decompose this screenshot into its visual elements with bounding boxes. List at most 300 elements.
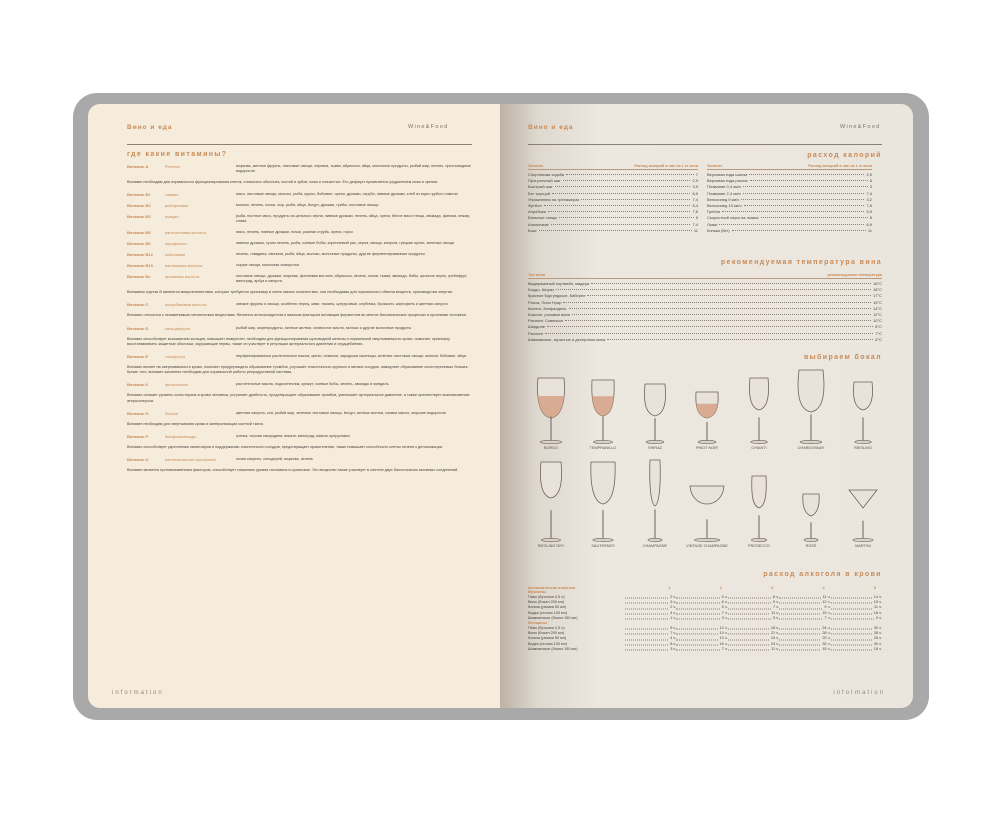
glass-item <box>577 372 629 450</box>
row-label: Бокс <box>528 227 537 233</box>
alcohol-row-label: Шампанское (бокал 150 мл) <box>528 646 578 651</box>
alcohol-value: 18 ч. <box>770 626 780 631</box>
vitamin-entry <box>127 274 472 284</box>
glasses-title: выбираем бокал <box>803 354 882 361</box>
vitamin-sources: листовые овощи, дрожжи, морковь, фолиевая кислота, абрикосы, печень, почки, тыква, авокадо, бобы, цельное зерно, грейпфрут, виноград, арбуз и капуста <box>236 274 468 284</box>
dot-leader <box>719 224 864 225</box>
vitamin-alias: пантотеновая кислота <box>165 230 207 236</box>
alcohol-value: 30 ч. <box>873 626 883 631</box>
dot-leader <box>569 308 872 309</box>
vitamin-name: Витамин В2 <box>127 203 151 209</box>
alcohol-value: 1 ч. <box>670 615 677 620</box>
vitamin-sources: нерафинированные растительные масла, орехи, семечки, зародыши пшеницы, зеленые листовые овощи, шпинат, бобовые, яйца <box>236 354 466 359</box>
vitamin-note: Витамины группы В являются микроэлементами, которые требуются организму в очень малых количествах, они необходимы для нормального обмена веществ, производства энергии. <box>127 290 453 295</box>
vitamin-alias: пангамовая кислота <box>165 263 203 269</box>
row-label: Рислинг, Совиньон <box>528 318 564 324</box>
temperature-table <box>528 273 882 343</box>
row-value: 10°C <box>873 318 882 324</box>
dot-leader <box>607 339 873 340</box>
alcohol-value: 18 ч. <box>873 610 883 615</box>
vitamin-note: Витамин снижает уровень холестерина в крови человека, устраняет дряблость, предотвращает образование тромбов, уменьшает артериальное давление, а также препятствует возникновению атеросклероза. <box>127 393 470 403</box>
row-value: 18°C <box>873 287 882 293</box>
glass-label: TEMPRANILLO <box>589 446 617 450</box>
alcohol-cell <box>676 647 727 652</box>
alcohol-value: 35 ч. <box>873 631 883 636</box>
wine-glass-icon <box>534 372 568 444</box>
dot-leader <box>566 174 694 175</box>
vitamin-name: Витамин С <box>127 302 149 308</box>
vitamin-name: Витамин Е <box>127 354 149 360</box>
dot-leader <box>539 230 692 231</box>
vitamin-name: Витамин Р <box>127 434 149 440</box>
vitamin-note: Витамин влияет на свертываемость крови, помогает предупреждать образование тромбов, улучшает эластичность крупных и мелких сосудов, замедляет образование холестериновых бляшек. Кроме того, витамин жизненно необходим для нормальной работы репродуктивной системы. <box>127 365 469 375</box>
vitamin-sources: мясо, печень, пивные дрожжи, почки, ржаная отрубь, орехи, горох <box>236 230 353 235</box>
alcohol-table-header: вес/количество алкоголя 1 2 3 4 5 <box>528 586 882 590</box>
row-label: Верховая езда шагом <box>707 172 748 177</box>
alcohol-column-head: 1 <box>668 586 671 590</box>
alcohol-value: 4 ч. <box>670 636 677 641</box>
glass-label: RIESLING DRY <box>537 544 565 548</box>
alcohol-row <box>528 616 882 621</box>
row-value: 6,4 <box>692 203 698 209</box>
glass-label: VINTAGE CHAMPAGNE <box>686 544 728 548</box>
dot-leader <box>749 174 864 175</box>
alcohol-value: 28 ч. <box>822 631 831 636</box>
alcohol-value: 7 ч. <box>773 605 780 610</box>
row-label: Футбол <box>528 203 542 209</box>
alcohol-value: 7 ч. <box>824 615 831 620</box>
row-value: 6°C <box>875 336 882 342</box>
vitamin-entry <box>127 241 472 246</box>
left-page <box>88 104 500 708</box>
vitamin-alias: биотин <box>165 410 178 416</box>
dot-leader <box>831 645 872 650</box>
dot-leader <box>676 614 719 619</box>
row-label: Упражнения на тренажерах <box>528 196 580 202</box>
vitamin-sources: растительные масла, подсолнечник, кунжут, соевые бобы, зелень, авокадо и миндаль <box>236 382 389 387</box>
alcohol-row-label: Пиво (бутылка 0,5 л) <box>528 595 565 599</box>
calories-table-left <box>528 164 698 234</box>
alcohol-column-head: 4 <box>822 586 825 590</box>
wine-glass-icon <box>536 458 566 542</box>
vitamin-name: Витамин В3 <box>127 214 151 220</box>
running-head: Вино и еда <box>127 124 173 131</box>
dot-leader <box>779 614 822 619</box>
row-value: 15°C <box>873 299 882 305</box>
vitamin-name: Витамин В5 <box>127 230 151 236</box>
alcohol-value: 9 ч. <box>773 600 780 605</box>
vitamin-list <box>127 164 472 480</box>
alcohol-value: 8 ч. <box>773 595 780 599</box>
running-head: Вино и еда <box>528 124 574 131</box>
dot-leader <box>744 205 865 206</box>
glass-label: MARTINI <box>855 544 871 548</box>
alcohol-value: 14 ч. <box>719 631 728 636</box>
dot-leader <box>544 205 691 206</box>
alcohol-value: 11 ч. <box>771 610 780 615</box>
row-label: Красное Бургундское, Каберне <box>528 293 586 299</box>
dot-leader <box>761 217 868 218</box>
row-label: Божоле, розовые вина <box>528 312 570 318</box>
dot-leader <box>559 217 694 218</box>
row-label: Быстрый шаг <box>528 184 553 190</box>
vitamin-note: Витамин является противоязвенным фактором, способствует снижению уровня гистамина в организме. Это вещество также участвует в синтезе двух биологически активных соединений. <box>127 468 459 473</box>
dot-leader <box>750 180 868 181</box>
vitamin-sources: молоко, печень, почки, сыр, рыба, яйца, йогурт, дрожжи, грибы, листовые овощи <box>236 203 379 208</box>
temperature-title: рекомендуемая температура вина <box>720 259 882 266</box>
glass-item <box>785 490 837 548</box>
alcohol-value: 24 ч. <box>822 626 831 631</box>
row-label: Велосипед 9 км/ч <box>707 196 740 202</box>
glass-item <box>785 366 837 450</box>
alcohol-value: 15 ч. <box>822 646 831 651</box>
calories-header-right: Занятие Расход калорий в час на 1 кг веса <box>707 164 872 168</box>
row-value: 17°C <box>873 293 882 299</box>
glass-item <box>681 482 733 548</box>
row-label: Коньки (бег) <box>707 227 730 233</box>
row-label: Велосипед 15 км/ч <box>707 203 742 209</box>
alcohol-value: 2 ч. <box>670 595 677 599</box>
dot-leader <box>728 645 769 650</box>
vitamin-entry <box>127 263 472 268</box>
row-value: 6 <box>869 178 872 184</box>
alcohol-row-label: Вино (бокал 200 мл) <box>528 600 565 605</box>
row-value: 6,9 <box>866 221 872 227</box>
row-value: 8 <box>869 215 872 221</box>
glass-item <box>629 376 681 450</box>
alcohol-column-head: 5 <box>873 586 877 590</box>
vitamin-note: Витамин необходим для нормального функционирования клеток, слизистых оболочек, костей и зубов, кожи и слизистых. Его дефицит проявляется ухудшением кожи и зрения. <box>127 180 439 184</box>
wine-glass-icon <box>746 374 772 444</box>
dot-leader <box>591 283 871 284</box>
vitamin-sources: кочан капусты, сельдерей, морковь, зелень <box>236 457 313 462</box>
dot-leader <box>545 333 873 334</box>
row-label: Гребля <box>707 209 720 215</box>
alcohol-table <box>528 586 882 652</box>
alcohol-cell <box>779 616 830 621</box>
row-value: 18°C <box>873 281 882 286</box>
vitamin-sources: рыбий жир, морепродукты, яичные желтки, сливочное масло, молоко и другие молочные продукты <box>236 325 412 330</box>
vitamin-entry <box>127 192 472 197</box>
alcohol-cell <box>625 647 676 652</box>
page-footer: information <box>112 690 164 696</box>
row-label: Кьянти, Зинфандель <box>528 305 567 311</box>
dot-leader <box>743 193 865 194</box>
row-value: 7,4 <box>692 221 698 227</box>
vitamin-name: Витамин Н <box>127 410 149 416</box>
dot-leader <box>581 199 690 200</box>
alcohol-group-name: Женщины <box>528 621 547 626</box>
alcohol-value: 5 ч. <box>721 595 728 599</box>
vitamin-name: Витамин В15 <box>127 263 153 269</box>
row-label: Верховая езда рысью <box>707 178 748 184</box>
alcohol-value: 20 ч. <box>822 636 831 641</box>
alcohol-value: 7 ч. <box>721 610 728 615</box>
alcohol-cell <box>676 616 727 621</box>
vitamin-name: Витамин U <box>127 457 149 463</box>
alcohol-value: 7 ч. <box>670 631 677 636</box>
vitamin-alias: метилметионин сульфоний <box>165 457 216 463</box>
alcohol-value: 2 ч. <box>670 605 677 610</box>
vitamin-entry <box>127 411 472 416</box>
alcohol-value: 8 ч. <box>670 641 677 646</box>
vitamin-entry <box>127 326 472 331</box>
wine-glass-icon <box>641 376 669 444</box>
vitamin-entry <box>127 230 472 235</box>
vitamin-name: Витамин Вс <box>127 274 151 280</box>
row-value: 12°C <box>873 312 882 318</box>
row-value: 7,4 <box>692 196 698 202</box>
glass-item <box>525 458 577 548</box>
row-value: 3,2 <box>866 196 872 202</box>
dot-leader <box>728 614 771 619</box>
calories-table-right <box>707 164 872 234</box>
wine-glass-icon <box>850 374 876 444</box>
alcohol-value: 16 ч. <box>719 641 728 646</box>
wine-glass-icon <box>644 456 666 542</box>
vitamin-name: Витамин А <box>127 164 149 169</box>
vitamin-sources: рыба, постное мясо, продукты из цельного зерна, пивные дрожжи, печень, яйца, орехи, белое мясо птицы, авокадо, финики, инжир, слива <box>236 214 471 224</box>
vitamin-sources: цветная капуста, соя, рыбий жир, зеленые листовые овощи, йогурт, яичные желтки, сливки масло, морские водоросли <box>236 410 446 415</box>
row-label: Спортивная ходьба <box>528 172 565 177</box>
vitamin-sources: свежие фрукты и овощи, особенно перец, киви, томаты, цитрусовые, клубника, брокколи, картофель и цветная капуста <box>236 302 448 307</box>
alcohol-value: 24 ч. <box>770 641 780 646</box>
alcohol-value: 11 ч. <box>822 595 831 599</box>
vitamin-alias: кальциферол <box>165 325 191 331</box>
dot-leader <box>676 645 719 650</box>
calories-header-left: Занятие Расход калорий в час на 1 кг веса <box>528 164 698 168</box>
alcohol-value: 9 ч. <box>875 615 883 620</box>
dot-leader <box>551 224 691 225</box>
row-value: 14°C <box>873 305 882 311</box>
alcohol-column-head: 3 <box>771 586 774 590</box>
alcohol-value: 32 ч. <box>822 641 831 646</box>
row-value: 6,9 <box>692 190 698 196</box>
alcohol-group-name: Мужчины <box>528 590 546 594</box>
vitamin-sources: сырые овощи, молочная сыворотка <box>236 263 299 268</box>
glass-label: CHARDONNAY <box>797 446 825 450</box>
row-value: 5 <box>695 215 698 221</box>
leader-row <box>528 337 882 343</box>
dot-leader <box>552 193 690 194</box>
dot-leader <box>743 186 868 187</box>
dot-leader <box>547 326 873 327</box>
vitamin-alias: ниацин <box>165 214 179 220</box>
alcohol-title: расход алкоголя в крови <box>763 571 882 578</box>
alcohol-value: 15 ч. <box>770 636 780 641</box>
alcohol-cell <box>728 647 779 652</box>
alcohol-row-label: Коньяк (рюмка 50 мл) <box>528 636 567 641</box>
vitamin-name: Витамин К <box>127 382 148 388</box>
brand-mark: Wine&Food <box>408 124 449 130</box>
glass-item <box>733 472 785 548</box>
row-label: Выдержанный портвейн, мадера <box>528 281 590 286</box>
wine-glass-icon <box>847 486 879 542</box>
section-title: где какие витамины? <box>127 151 228 158</box>
vitamin-name: Витамин D <box>127 325 149 331</box>
alcohol-row-label: Пиво (бутылка 0,5 л) <box>528 626 565 631</box>
dot-leader <box>741 199 864 200</box>
dot-leader <box>563 180 691 181</box>
row-value: 2,5 <box>866 172 872 177</box>
header-rule <box>528 144 882 145</box>
dot-leader <box>555 186 691 187</box>
glass-label: CHIANTI <box>751 446 767 450</box>
alcohol-value: 14 ч. <box>873 595 883 599</box>
alcohol-cell <box>831 616 882 621</box>
row-label: Рислинг <box>528 330 544 336</box>
leader-row <box>707 228 872 234</box>
vitamin-name: Витамин В6 <box>127 241 151 247</box>
glass-item <box>837 374 889 450</box>
glass-label: RIESLING <box>854 446 872 450</box>
row-value: 3 <box>869 184 872 190</box>
row-label: Лыжи <box>707 221 718 227</box>
alcohol-row-label: Водка (стопка 100 мл) <box>528 641 568 646</box>
alcohol-column-head: 2 <box>719 586 722 590</box>
vitamin-sources: гречка, черная смородина, вишня, виноград, мякоть цитрусовых <box>236 434 350 439</box>
glass-label: CHAMPAGNE <box>642 544 668 548</box>
dot-leader <box>587 295 871 296</box>
alcohol-value: 18 ч. <box>873 646 883 651</box>
vitamin-alias: тиамин <box>165 192 179 198</box>
glass-item <box>681 386 733 450</box>
alcohol-value: 3 ч. <box>721 615 728 620</box>
alcohol-cell <box>779 647 830 652</box>
glass-item <box>525 372 577 450</box>
glass-label: SAUTERNES <box>591 544 615 548</box>
row-label: Альпинизм <box>528 221 549 227</box>
glass-label: PROSECCO <box>748 544 770 548</box>
alcohol-value: 5 ч. <box>670 626 677 631</box>
row-value: 7°C <box>875 330 882 336</box>
vitamin-note: Витамин относится к незаменимым питательным веществам. Является антиоксидантом и важным фактором активации ферментов во многих биохимических процессах в организме человека. <box>127 313 467 318</box>
alcohol-value: 3 ч. <box>670 600 677 605</box>
row-value: 8°C <box>875 324 882 330</box>
wine-glass-icon <box>800 490 822 542</box>
wine-glass-icon <box>587 458 619 542</box>
glass-label: BORDO <box>544 446 558 450</box>
vitamin-entry <box>127 457 472 462</box>
alcohol-cell <box>728 616 779 621</box>
leader-row <box>528 228 698 234</box>
vitamin-entry <box>127 252 472 257</box>
vitamin-alias: кобаламин <box>165 252 186 258</box>
vitamin-note: Витамин необходим для свертывания крови и минерализации костной ткани. <box>127 421 264 426</box>
vitamin-sources: мясо, листовые овощи, молоко, рыба, крупы, бобовые, орехи, дрожжи, отруби, пивные дрожжи, хлеб из муки грубого помола <box>236 192 458 197</box>
header-rule <box>127 144 472 145</box>
alcohol-value: 9 ч. <box>824 605 831 610</box>
glass-item <box>577 458 629 548</box>
row-value: 11 <box>693 227 698 233</box>
row-label: Аэробика <box>528 209 546 215</box>
row-value: 7,4 <box>866 190 872 196</box>
vitamin-entry <box>127 382 472 387</box>
alcohol-cell <box>831 647 882 652</box>
vitamin-sources: морковь, желтые фрукты, листовые овощи, черника, тыква, абрикосы, яйца, молочные продукты, рыбий жир, печень, пресноводные водоросли <box>236 164 471 173</box>
alcohol-value: 15 ч. <box>873 600 883 605</box>
alcohol-value: 11 ч. <box>771 646 780 651</box>
vitamin-entry <box>127 434 472 439</box>
row-value: 7,5 <box>866 203 872 209</box>
dot-leader <box>565 320 871 321</box>
glass-item <box>629 456 681 548</box>
row-label: Бег трусцой <box>528 190 551 196</box>
alcohol-value: 11 ч. <box>874 605 883 610</box>
alcohol-value: 5 ч. <box>773 615 780 620</box>
dot-leader <box>779 645 820 650</box>
row-value: 3,9 <box>692 184 698 190</box>
wine-glass-icon <box>794 366 828 444</box>
glass-label: SHIRAZ <box>648 446 662 450</box>
glass-label: PINOT NOIR <box>695 446 719 450</box>
vitamin-sources: печень, говядина, свинина, рыба, яйца, молоко, молочные продукты, другие ферментированные продукты <box>236 252 425 257</box>
alcohol-value: 10 ч. <box>719 636 728 641</box>
temperature-header: Тип вина рекомендуемая температура <box>528 273 882 277</box>
vitamin-alias: рибофлавин <box>165 203 189 209</box>
dot-leader <box>625 614 668 619</box>
vitamin-note: Витамин способствует укреплению капилляров и поддержанию эластичности сосудов, предотвращает кровотечения, также повышает способность клеток печени к детоксикации. <box>127 445 443 450</box>
wine-glass-icon <box>687 482 727 542</box>
alcohol-value: 5 ч. <box>721 605 728 610</box>
row-label: Плавание 2,4 км/ч <box>707 190 741 196</box>
dot-leader <box>548 211 691 212</box>
dot-leader <box>572 314 871 315</box>
wine-glass-icon <box>693 386 721 444</box>
dot-leader <box>732 230 866 231</box>
row-label: Плавание 0,4 км/ч <box>707 184 741 190</box>
vitamin-alias: пиридоксин <box>165 241 187 247</box>
alcohol-row-label: Вино (бокал 200 мл) <box>528 631 565 636</box>
alcohol-value: 4 ч. <box>670 610 677 615</box>
row-value: 7,6 <box>692 209 698 215</box>
alcohol-row-label: Шампанское (бокал 150 мл) <box>528 615 578 620</box>
vitamin-alias: фолиевая кислота <box>165 274 200 280</box>
alcohol-value: 6 ч. <box>721 600 728 605</box>
vitamin-sources: пивные дрожжи, сухая печень, рыба, соевые бобы, коричневый рис, зерна, овощи, капуста, грецкие орехи, зеленые овощи <box>236 241 454 246</box>
alcohol-value: 3 ч. <box>670 646 677 651</box>
dot-leader <box>556 289 871 290</box>
glass-label: ROSÉ <box>805 544 817 548</box>
vitamin-entry <box>127 214 472 224</box>
row-label: Прогулочный шаг <box>528 178 561 184</box>
alcohol-value: 21 ч. <box>770 631 780 636</box>
brand-mark: Wine&Food <box>840 124 881 130</box>
row-value: 7 <box>695 172 698 177</box>
alcohol-row-label: Коньяк (рюмка 50 мл) <box>528 605 567 610</box>
row-label: Скоростной спуск на лыжах <box>707 215 759 221</box>
row-value: 5,9 <box>866 209 872 215</box>
dot-leader <box>563 302 871 303</box>
row-value: 11 <box>867 227 872 233</box>
dot-leader <box>831 614 874 619</box>
vitamin-name: Витамин В12 <box>127 252 153 258</box>
vitamin-alias: аскорбиновая кислота <box>165 302 207 308</box>
row-label: Бордо, Шираз <box>528 287 554 293</box>
glass-item <box>733 374 785 450</box>
vitamin-alias: биофлавоноиды <box>165 434 196 440</box>
alcohol-cell <box>625 616 676 621</box>
row-label: Шампанское, игристые и десертные вина <box>528 336 606 342</box>
wine-glass-icon <box>747 472 771 542</box>
row-value: 2,9 <box>692 178 698 184</box>
alcohol-row <box>528 647 882 652</box>
calories-title: расход калорий <box>807 152 882 159</box>
dot-leader <box>625 645 668 650</box>
vitamin-name: Витамин В1 <box>127 192 151 198</box>
right-page <box>500 104 913 708</box>
row-label: Шардоне <box>528 324 546 330</box>
